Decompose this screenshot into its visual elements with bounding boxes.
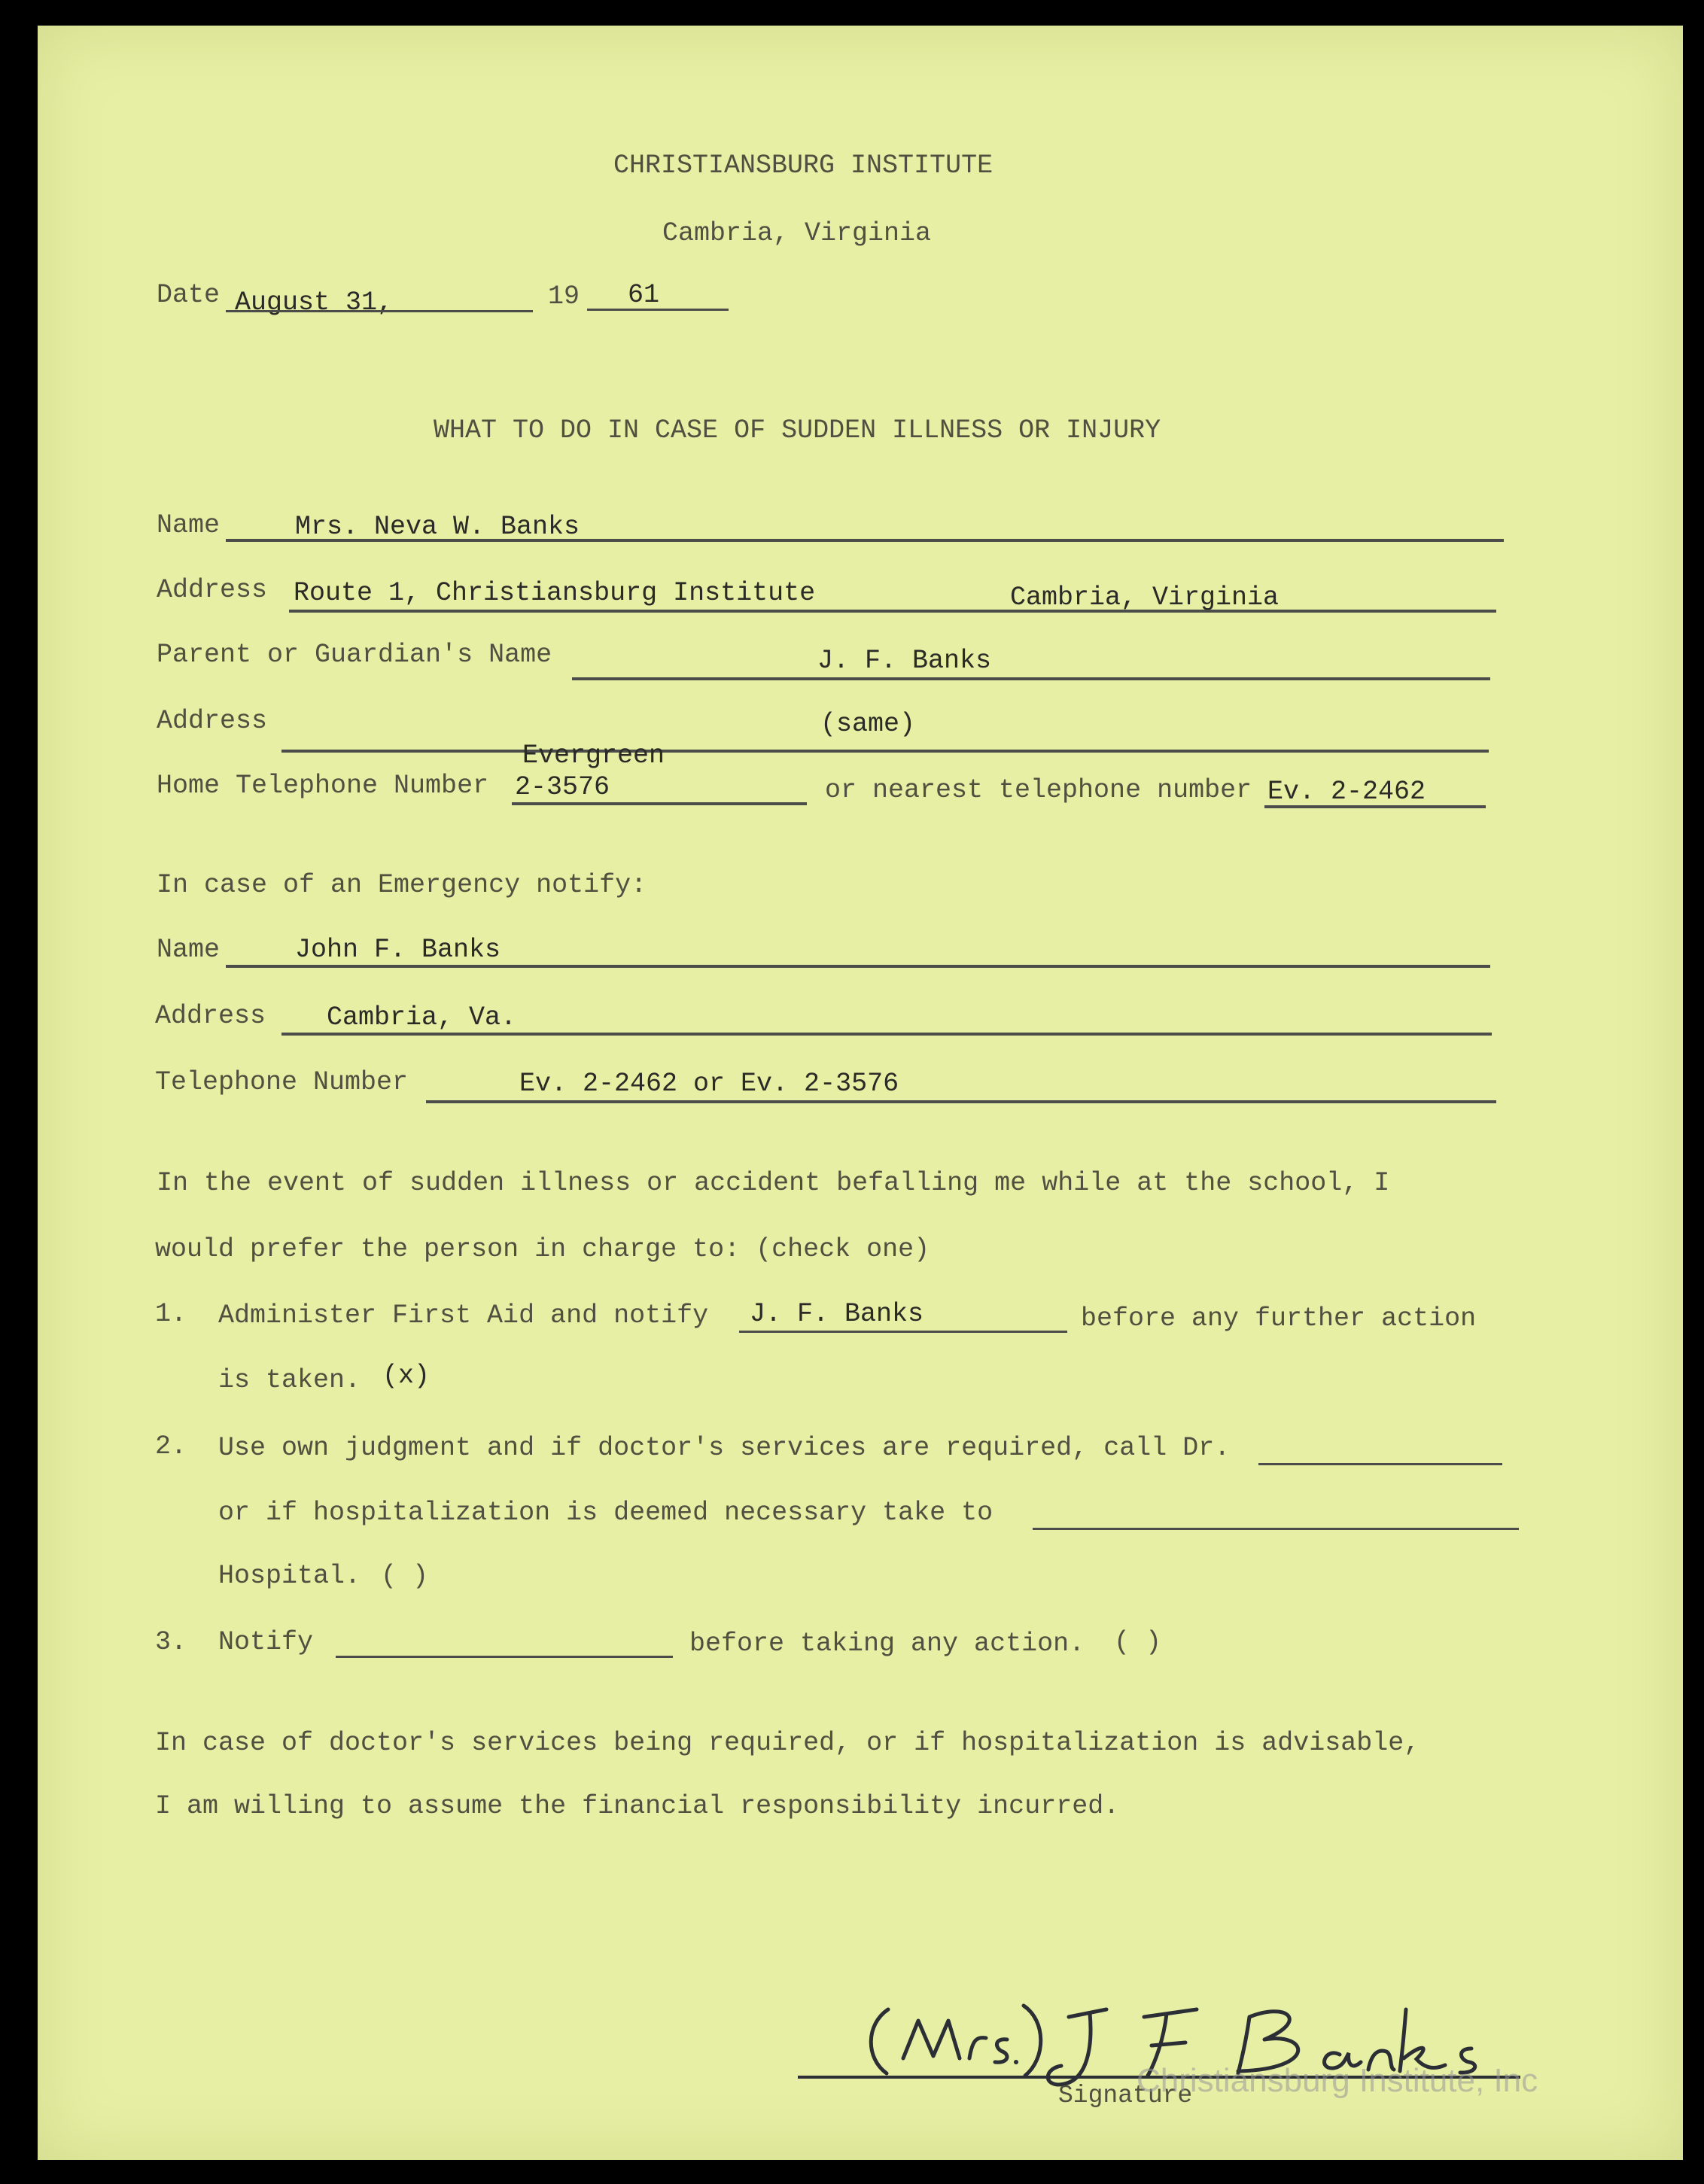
option-2-line-3: Hospital. [218,1561,361,1591]
option-1-text: Administer First Aid and notify [218,1300,709,1331]
year-line [587,309,729,311]
institution-name: CHRISTIANSBURG INSTITUTE [613,151,993,181]
option-2-number: 2. [155,1431,187,1462]
option-2-doctor-line [1258,1463,1502,1465]
institution-location: Cambria, Virginia [662,218,932,248]
intro-line-2: would prefer the person in charge to: (check one) [155,1234,930,1264]
emergency-name-line [226,965,1490,968]
emergency-address-value: Cambria, Va. [327,1002,517,1033]
name-label: Name [157,510,221,540]
intro-line-1: In the event of sudden illness or accident befalling me while at the school, I [157,1168,1390,1198]
date-line [226,310,533,312]
address-label: Address [157,575,268,605]
option-3-text-2: before taking any action. [689,1629,1085,1659]
phone-exchange: Evergreen [522,741,665,771]
emergency-phone-value: Ev. 2-2462 or Ev. 2-3576 [519,1069,899,1099]
address-city: Cambria, Virginia [1010,583,1280,613]
guardian-address-label: Address [157,706,268,736]
guardian-line [572,677,1490,680]
date-value: August 31, [235,287,394,318]
signature-label: Signature [1058,2082,1193,2109]
home-phone-value: 2-3576 [515,772,610,802]
option-2-line-2: or if hospitalization is deemed necessary take to [218,1498,993,1528]
option-3-text: Notify [218,1627,314,1657]
guardian-value: J. F. Banks [817,646,992,676]
option-3-line [336,1656,673,1658]
form-title: WHAT TO DO IN CASE OF SUDDEN ILLNESS OR INJURY [434,415,1161,446]
option-2-check[interactable]: ( ) [381,1561,429,1591]
nearest-phone-value: Ev. 2-2462 [1267,777,1426,807]
name-value: Mrs. Neva W. Banks [295,512,580,542]
option-1-line-2: is taken. [218,1365,361,1395]
emergency-address-line [281,1033,1492,1036]
option-2-hospital-line [1033,1528,1519,1530]
option-1-number: 1. [155,1299,187,1329]
guardian-address-line [281,750,1489,753]
address-line [289,610,1496,613]
nearest-phone-line [1264,805,1486,808]
emergency-phone-line [426,1100,1496,1103]
emergency-name-value: John F. Banks [295,935,501,965]
watermark: Christiansburg Institute, Inc [1137,2062,1538,2099]
emergency-name-label: Name [157,935,221,965]
emergency-address-label: Address [155,1001,266,1031]
option-1-text-2: before any further action [1081,1303,1477,1334]
guardian-label: Parent or Guardian's Name [157,640,552,670]
responsibility-line-2: I am willing to assume the financial responsibility incurred. [155,1791,1120,1821]
option-3-number: 3. [155,1627,187,1657]
emergency-phone-label: Telephone Number [155,1067,409,1097]
option-3-check[interactable]: ( ) [1114,1627,1162,1657]
emergency-heading: In case of an Emergency notify: [157,870,647,900]
option-1-value: J. F. Banks [750,1299,924,1329]
date-year: 61 [628,280,660,310]
option-1-check[interactable]: (x) [382,1361,431,1391]
home-phone-label: Home Telephone Number [157,771,489,801]
date-label: Date [157,280,221,310]
guardian-address-value: (same) [820,709,916,739]
option-2-text: Use own judgment and if doctor's services are required, call Dr. [218,1433,1231,1463]
responsibility-line-1: In case of doctor's services being required, or if hospitalization is advisable, [155,1728,1420,1758]
home-phone-line [512,802,807,805]
address-value: Route 1, Christiansburg Institute [294,578,816,608]
option-1-line [739,1331,1067,1333]
name-line [226,539,1504,542]
date-century: 19 [548,281,580,312]
nearest-phone-label: or nearest telephone number [825,775,1252,805]
